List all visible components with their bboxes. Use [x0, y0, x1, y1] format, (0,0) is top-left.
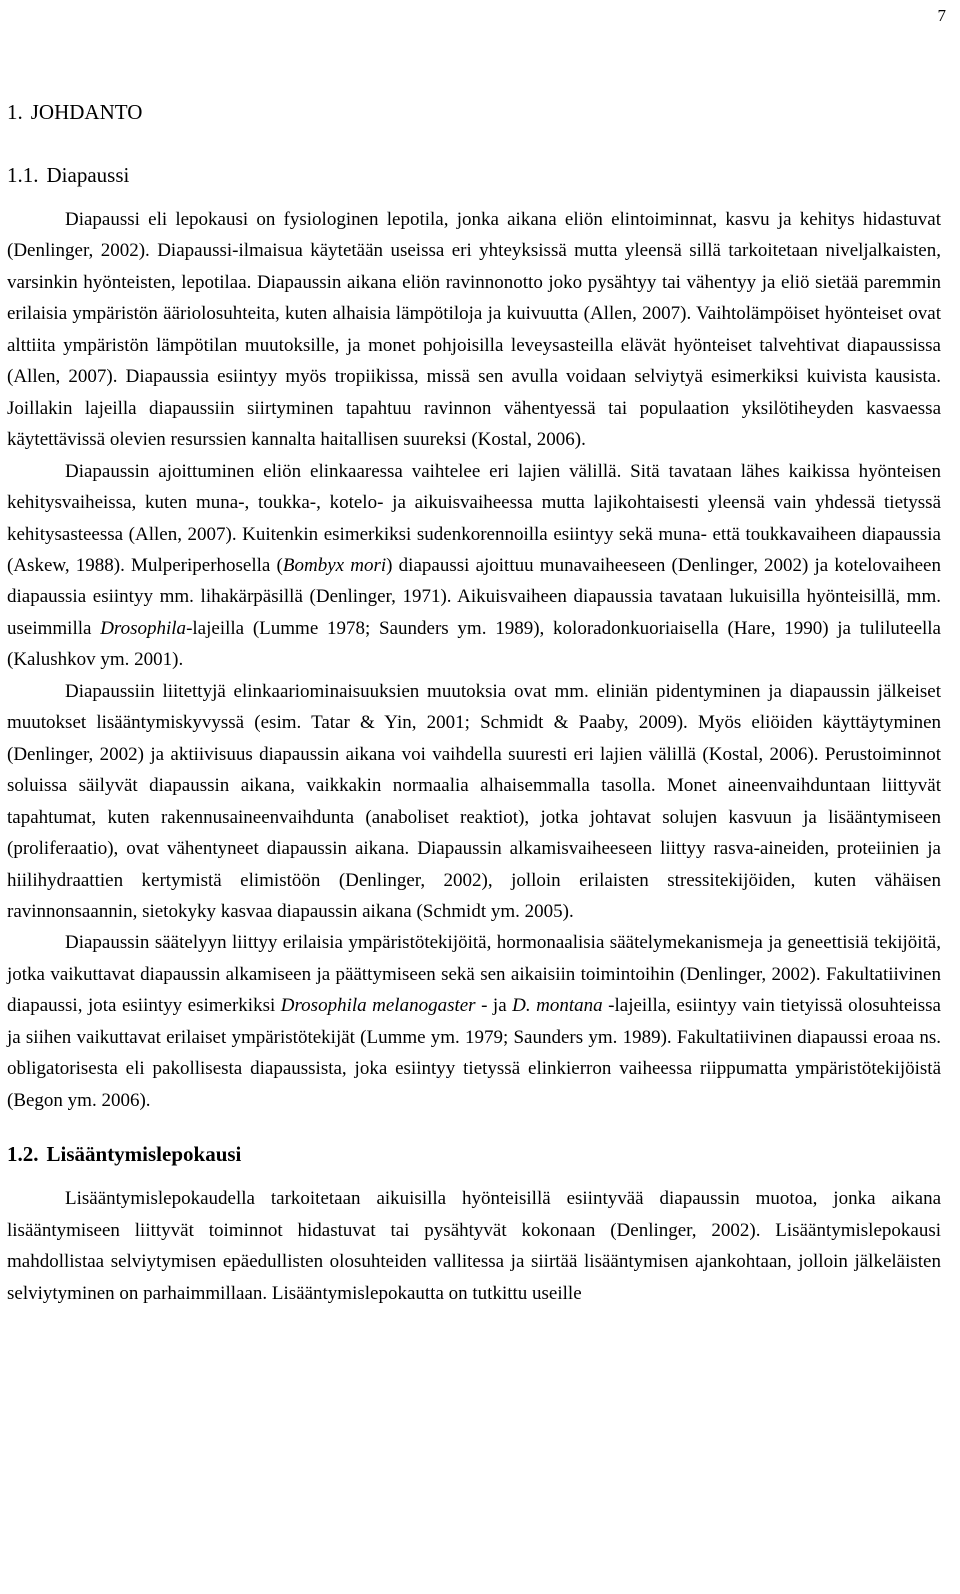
species-name-d-montana: D. montana [512, 995, 603, 1017]
chapter-heading [7, 98, 941, 127]
paragraph-2-text-c: ) diapaussi ajoittuu munavaiheeseen (Denlinger, 2002) ja kotelovaiheen diapaussia esiintyy mm. lihakärpäsillä (Denlinger, 1971). Aikuisvaiheen diapaussia tavataan lukuisilla hyönteisillä, mm. useimmilla [7, 554, 941, 639]
paragraph-4-text-c: - ja [475, 995, 513, 1017]
paragraph-4 [7, 927, 941, 1116]
paragraph-1: Diapaussi eli lepokausi on fysiologinen lepotila, jonka aikana eliön elintoiminnat, kasvu ja kehitys hidastuvat (Denlinger, 2002). Diapaussi-ilmaisua käytetään useissa eri yhteyksissä mutta yleensä sillä tarkoitetaan niveljalkaisten, varsinkin hyönteisten, lepotilaa. Diapaussin aikana eliön ravinnonotto joko pysähtyy tai vähentyy ja eliö sietää paremmin erilaisia ympäristön ääriolosuhteita, kuten alhaisia lämpötiloja ja kuivuutta (Allen, 2007). Vaihtolämpöiset hyönteiset ovat alttiita ympäristön lämpötilan muutoksille, ja monet pohjoisilla leveysasteilla elävät hyönteiset talvehtivat diapaussissa (Allen, 2007). Diapaussia esiintyy myös tropiikissa, missä sen avulla voidaan selviytyä esimerkiksi kuivista kausista. Joillakin lajeilla diapaussiin siirtyminen tapahtuu ravinnon vähentyessä tai populaation yksilötiheyden kasvaessa käytettävissä olevien resurssien kannalta haitallisen suureksi (Kostal, 2006). [7, 209, 941, 451]
paragraph-4-text-e: -lajeilla, esiintyy vain tietyissä olosuhteissa ja siihen vaikuttavat erilaiset ympäristötekijät (Lumme ym. 1979; Saunders ym. 1989). Fakultatiivinen diapaussi eroaa ns. obligatorisesta eli pakollisesta diapaussista, joka esiintyy tietyssä elinkierron vaiheessa riippumatta ympäristötekijöistä (Begon ym. 2006). [7, 995, 941, 1111]
page-number: 7 [937, 6, 946, 25]
species-name-bombyx: Bombyx mori [282, 554, 387, 576]
section-number: 1.2. [7, 1142, 39, 1167]
section-title: Diapaussi [46, 163, 130, 187]
chapter-title: JOHDANTO [30, 100, 143, 124]
section-heading-lisaantymislepokausi [7, 1140, 941, 1169]
paragraph-3: Diapaussiin liitettyjä elinkaariominaisuuksien muutoksia ovat mm. eliniän pidentyminen ja diapaussin jälkeiset muutokset lisääntymiskyvyssä (esim. Tatar & Yin, 2001; Schmidt & Paaby, 2009). Myös eliöiden käyttäytyminen (Denlinger, 2002) ja aktiivisuus diapaussin aikana voi vaihdella suuresti eri lajien välillä (Kostal, 2006). Perustoiminnot soluissa säilyvät diapaussin aikana, vaikkakin normaalia alhaisemmalla tasolla. Monet aineenvaihduntaan liittyvät tapahtumat, kuten rakennusaineenvaihdunta (anaboliset reaktiot), jotka johtavat solujen kasvuun ja lisääntymiseen (proliferaatio), ovat vähentyneet diapaussin aikana. Diapaussin alkamisvaiheeseen liittyy rasva-aineiden, proteiinien ja hiilihydraattien kertymistä elimistöön (Denlinger, 2002), jolloin erilaisten stressitekijöiden, kuten vähäisen ravinnonsaannin, sietokyky kasvaa diapaussin aikana (Schmidt ym. 2005). [7, 680, 941, 922]
chapter-number: 1. [7, 100, 23, 124]
paragraph-2 [7, 456, 941, 676]
paragraph-2-text-e: -lajeilla (Lumme 1978; Saunders ym. 1989), koloradonkuoriaisella (Hare, 1990) ja tuliluteella (Kalushkov ym. 2001). [7, 617, 941, 671]
section-title: Lisääntymislepokausi [46, 1142, 242, 1167]
paragraph-5: Lisääntymislepokaudella tarkoitetaan aikuisilla hyönteisillä esiintyvää diapaussin muotoa, jonka aikana lisääntymiseen liittyvät toiminnot hidastuvat tai pysähtyvät kokonaan (Denlinger, 2002). Lisääntymislepokausi mahdollistaa selviytymisen epäedullisten olosuhteiden vallitessa ja siirtää lisääntymisen ajankohtaan, jolloin jälkeläisten selviytyminen on parhaimmillaan. Lisääntymislepokautta on tutkittu useille [7, 1188, 941, 1304]
paragraph-2-text-a: Diapaussin ajoittuminen eliön elinkaaressa vaihtelee eri lajien välillä. Sitä tavataan lähes kaikissa hyönteisen kehitysvaiheissa, kuten muna-, toukka-, kotelo- ja aikuisvaiheessa mutta lajikohtaisesti yleensä vain yhdessä tietyssä kehitysasteessa (Allen, 2007). Kuitenkin esimerkiksi sudenkorennoilla esiintyy sekä muna- että toukkavaiheen diapaussia (Askew, 1988). Mulperiperhosella ( [7, 460, 941, 576]
document-body [7, 98, 941, 1309]
section-number: 1.1. [7, 163, 39, 187]
genus-name-drosophila: Drosophila [100, 617, 187, 639]
paragraph-4-text-a: Diapaussin säätelyyn liittyy erilaisia ympäristötekijöitä, hormonaalisia säätelymekanismeja ja geneettisiä tekijöitä, jotka vaikuttavat diapaussin alkamiseen ja päättymiseen sekä sen aikaisiin toimintoihin (Denlinger, 2002). Fakultatiivinen diapaussi, jota esiintyy esimerkiksi [7, 932, 941, 1017]
section-heading-diapaussi [7, 161, 941, 190]
species-name-d-melanogaster: Drosophila melanogaster [280, 995, 476, 1017]
